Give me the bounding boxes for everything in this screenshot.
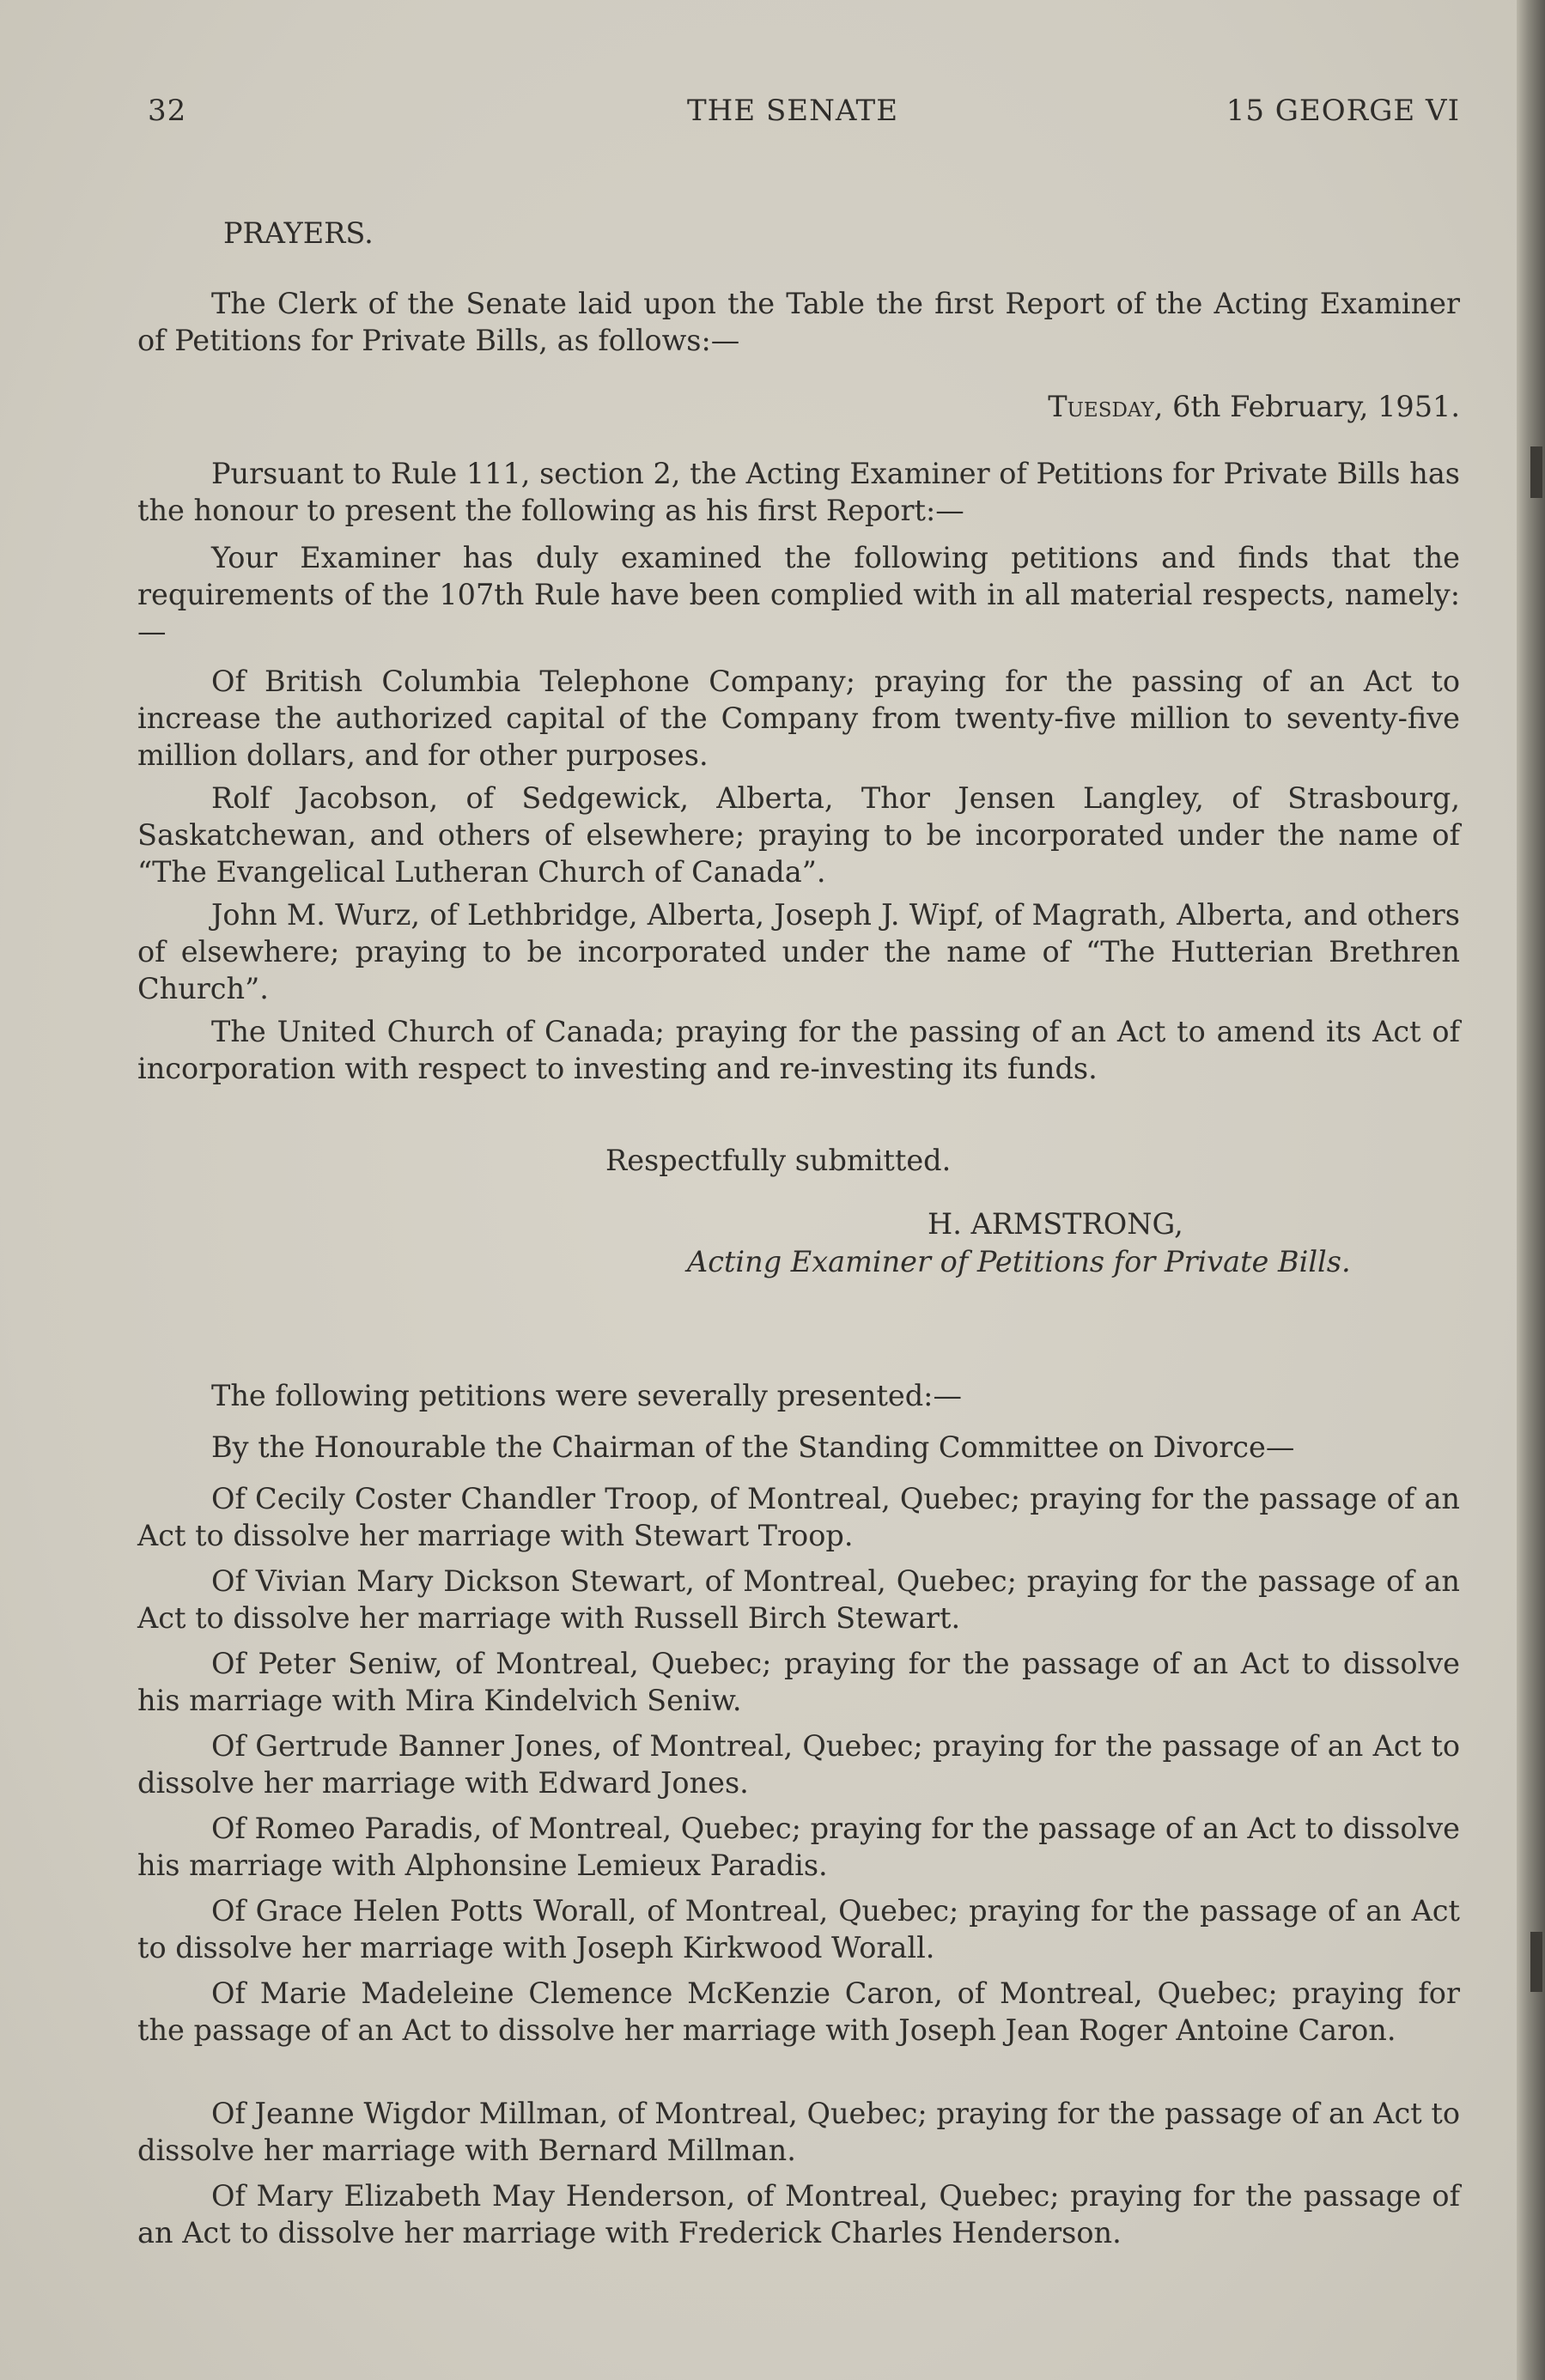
header-title: THE SENATE: [687, 94, 899, 128]
divorce-petition: Of Cecily Coster Chandler Troop, of Montreal, Quebec; praying for the passage of an Act to dissolve her marriage with Stewart Troop.: [137, 1482, 1460, 1552]
book-edge: [1517, 0, 1545, 2380]
report-signatory: H. ARMSTRONG,: [928, 1207, 1183, 1241]
report-petition: John M. Wurz, of Lethbridge, Alberta, Joseph J. Wipf, of Magrath, Alberta, and others of elsewhere; praying to be incorporated under the name of “The Hutterian Brethren Church”.: [137, 898, 1460, 1005]
header-regnal-year: 15 GEORGE VI: [1226, 94, 1460, 128]
report-pursuant: Pursuant to Rule 111, section 2, the Acting Examiner of Petitions for Private Bills has the honour to present the following as his first Report:—: [137, 457, 1460, 527]
page-number: 32: [148, 94, 187, 128]
divorce-petition: Of Jeanne Wigdor Millman, of Montreal, Quebec; praying for the passage of an Act to dissolve her marriage with Bernard Millman.: [137, 2097, 1460, 2167]
report-date-day: Tuesday: [1048, 390, 1154, 423]
report-examined: Your Examiner has duly examined the following petitions and finds that the requirements of the 107th Rule have been complied with in all material respects, namely:—: [137, 541, 1460, 648]
divorce-petition: Of Marie Madeleine Clemence McKenzie Caron, of Montreal, Quebec; praying for the passage of an Act to dissolve her marriage with Joseph Jean Roger Antoine Caron.: [137, 1976, 1460, 2047]
report-date: [137, 388, 1460, 425]
divorce-petition: Of Peter Seniw, of Montreal, Quebec; praying for the passage of an Act to dissolve his marriage with Mira Kindelvich Seniw.: [137, 1647, 1460, 1717]
report-petition: Rolf Jacobson, of Sedgewick, Alberta, Thor Jensen Langley, of Strasbourg, Saskatchewan, and others of elsewhere; praying to be incorporated under the name of “The Evangelical Lutheran Church of Canada”.: [137, 781, 1460, 889]
divorce-petition: Of Vivian Mary Dickson Stewart, of Montreal, Quebec; praying for the passage of an Act to dissolve her marriage with Russell Birch Stewart.: [137, 1564, 1460, 1635]
report-petition: Of British Columbia Telephone Company; praying for the passing of an Act to increase the authorized capital of the Company from twenty-five million to seventy-five million dollars, and for other purposes.: [137, 665, 1460, 772]
divorce-petition: Of Grace Helen Potts Worall, of Montreal, Quebec; praying for the passage of an Act to dissolve her marriage with Joseph Kirkwood Worall.: [137, 1894, 1460, 1964]
prayers-heading: PRAYERS.: [223, 216, 374, 250]
running-header: [137, 93, 1460, 132]
report-closing: Respectfully submitted.: [605, 1144, 952, 1177]
divorce-petition: Of Gertrude Banner Jones, of Montreal, Quebec; praying for the passage of an Act to dissolve her marriage with Edward Jones.: [137, 1729, 1460, 1800]
report-signatory-title: Acting Examiner of Petitions for Private Bills.: [687, 1245, 1351, 1278]
report-date-rest: , 6th February, 1951.: [1153, 390, 1460, 423]
divorce-petition: Of Mary Elizabeth May Henderson, of Montreal, Quebec; praying for the passage of an Act to dissolve her marriage with Frederick Charles Henderson.: [137, 2179, 1460, 2249]
divorce-petition: Of Romeo Paradis, of Montreal, Quebec; praying for the passage of an Act to dissolve his marriage with Alphonsine Lemieux Paradis.: [137, 1812, 1460, 1882]
edge-mark: [1530, 446, 1542, 498]
report-petition: The United Church of Canada; praying for the passing of an Act to amend its Act of incorporation with respect to investing and re-investing its funds.: [137, 1015, 1460, 1085]
presented-intro: The following petitions were severally presented:—: [211, 1379, 962, 1412]
edge-mark: [1530, 1932, 1542, 1992]
presented-by: By the Honourable the Chairman of the Standing Committee on Divorce—: [211, 1430, 1295, 1464]
report-intro: The Clerk of the Senate laid upon the Table the first Report of the Acting Examiner of Petitions for Private Bills, as follows:—: [137, 287, 1460, 357]
